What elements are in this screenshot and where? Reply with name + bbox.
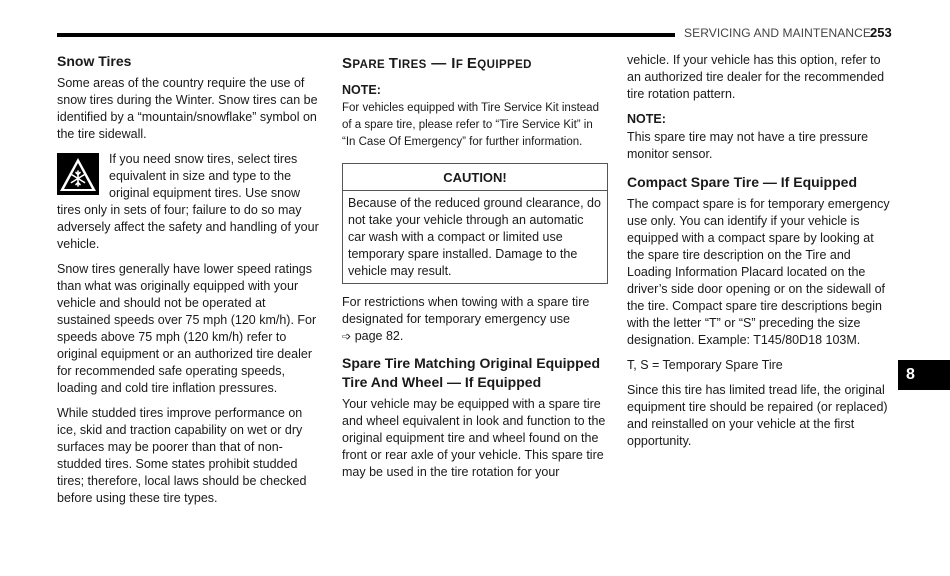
note-text: This spare tire may not have a tire pressure monitor sensor. [627, 130, 869, 161]
column-2 [342, 52, 608, 489]
caution-body: Because of the reduced ground clearance, do not take your vehicle through an automatic car wash with a compact or limited use temporary spare installed. Damage to the vehicle may result. [348, 196, 601, 278]
page-number: 253 [870, 25, 892, 40]
tread-life-paragraph: Since this tire has limited tread life, the original equipment tire should be repaired (or replaced) and reinstalled on your vehicle at the first opportunity. [627, 383, 888, 448]
caution-box [342, 163, 608, 284]
mountain-snowflake-icon [57, 153, 99, 195]
matching-spare-heading: Spare Tire Matching Original Equipped Tire And Wheel — If Equipped [342, 355, 601, 390]
towing-paragraph: For restrictions when towing with a spare tire designated for temporary emergency use ➩ page 82. [342, 295, 590, 343]
column-3 [627, 52, 892, 458]
compact-spare-paragraph: The compact spare is for temporary emergency use only. You can identify if your vehicle is equipped with a compact spare by looking at the spare tire description on the Tire and Loading Information Placard located on the driver’s side door opening or on the sidewall of the tire. Compact spare tire descriptions begin with the letter “T” or “S” preceding the size designation. Example: T145/80D18 103M. [627, 197, 890, 347]
caution-title: CAUTION! [343, 164, 607, 191]
snow-tires-icon-block [57, 151, 320, 253]
matching-spare-paragraph: Your vehicle may be equipped with a spare tire and wheel equivalent in look and function to the original equipment tire and wheel found on the front or rear axle of your vehicle. This spare tire may be used in the tire rotation for your [342, 397, 606, 479]
snow-tires-paragraph-3: Snow tires generally have lower speed ratings than what was originally equipped with your vehicle and should not be operated at sustained speeds over 75 mph (120 km/h). For speeds above 75 mph (120 km/h) refer to original equipment or an authorized tire dealer for recommended safe operating speeds, loading and cold tire inflation pressures. [57, 262, 317, 395]
snow-tires-paragraph-1: Some areas of the country require the use of snow tires during the Winter. Snow tires can be identified by a “mountain/snowflake” symbol on the tire sidewall. [57, 76, 318, 141]
spare-tires-heading: SPARE TIRES — IF EQUIPPED [342, 55, 532, 72]
column-1 [57, 52, 320, 515]
note-label: NOTE: [342, 83, 381, 97]
snow-tires-paragraph-2: If you need snow tires, select tires equivalent in size and type to the original equipment tires. Use snow tires only in sets of four; failure to do so may adversely affect the safety and handling of your vehicle. [57, 152, 319, 251]
header-rule [57, 33, 675, 37]
compact-spare-heading: Compact Spare Tire — If Equipped [627, 174, 858, 190]
chapter-tab: 8 [898, 360, 950, 390]
temporary-spare-definition: T, S = Temporary Spare Tire [627, 358, 783, 372]
continued-paragraph: vehicle. If your vehicle has this option, refer to an authorized tire dealer for the recommended tire rotation pattern. [627, 53, 885, 101]
page-reference-arrow-icon: ➩ [342, 331, 352, 343]
note-text: For vehicles equipped with Tire Service Kit instead of a spare tire, please refer to “Tire Service Kit” in “In Case Of Emergency” for further information. [342, 102, 599, 148]
snow-tires-paragraph-4: While studded tires improve performance on ice, skid and traction capability on wet or dry surfaces may be poorer than that of non-studded tires. Some states prohibit studded tires; therefore, local laws should be checked before using these tire types. [57, 406, 307, 505]
note-label: NOTE: [627, 112, 666, 126]
page-reference-link[interactable]: page 82. [351, 329, 404, 343]
running-header-section: SERVICING AND MAINTENANCE [684, 26, 871, 40]
snow-tires-heading: Snow Tires [57, 53, 132, 69]
